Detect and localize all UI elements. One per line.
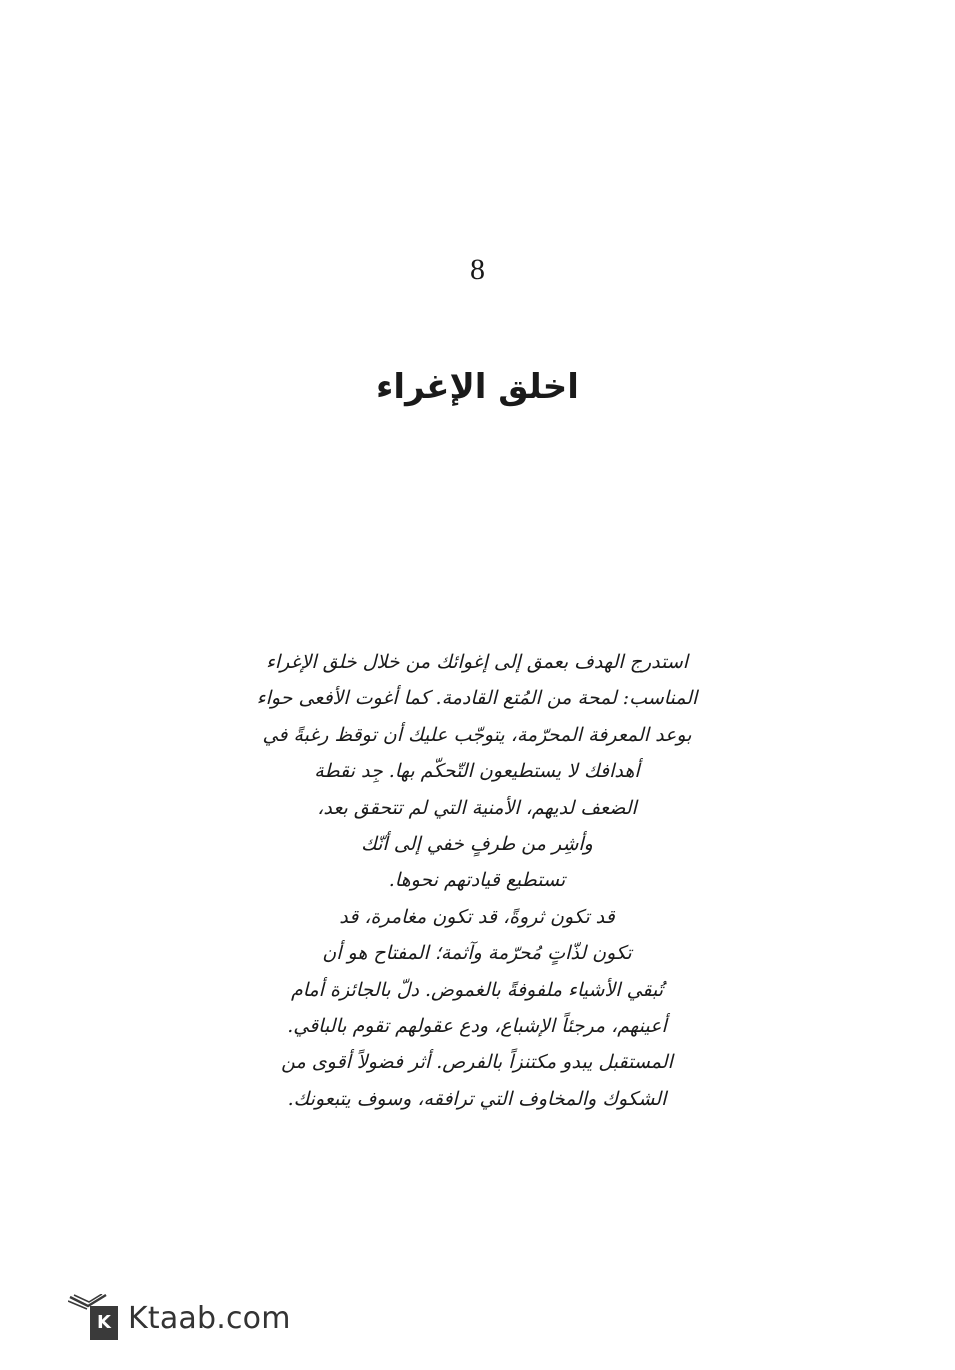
ktaab-logo[interactable] [66,1292,291,1344]
body-line: تكون لذّاتٍ مُحرّمة وآثمة؛ المفتاح هو أن [322,942,632,965]
body-line: أعينهم، مرجئاً الإشباع، ودع عقولهم تقوم بالباقي. [287,1014,667,1037]
body-line: الشكوك والمخاوف التي ترافقه، وسوف يتبعونك. [287,1087,667,1110]
chapter-number: 8 [470,253,485,286]
body-line: الضعف لديهم، الأمنية التي لم تتحقق بعد، [317,796,637,819]
body-line: المناسب: لمحة من المُتع القادمة. كما أغوت الأفعى حواء [256,687,698,710]
body-line: وأشِر من طرفٍ خفي إلى أنّك [361,832,593,855]
open-book-icon [66,1292,120,1344]
logo-letter: K [90,1306,118,1340]
body-line: أهدافك لا يستطيعون التّحكّم بها. جِد نقطة [314,760,640,783]
body-line: تُبقي الأشياء ملفوفةً بالغموض. دلّ بالجائزة أمام [290,978,664,1001]
body-paragraph [232,644,722,1117]
body-line: تستطيع قيادتهم نحوها. [388,869,566,892]
body-line: استدرج الهدف بعمق إلى إغوائك من خلال خلق الإغراء [265,651,689,673]
body-line: قد تكون ثروةً، قد تكون مغامرة، قد [339,905,615,928]
body-line: المستقبل يبدو مكتنزاً بالفرص. أثر فضولاً أقوى من [281,1051,673,1074]
body-line: بوعد المعرفة المحرّمة، يتوجّب عليك أن توقظ رغبةً في [262,723,692,746]
chapter-title: اخلق الإغراء [376,367,579,407]
logo-text[interactable]: Ktaab.com [128,1300,291,1336]
